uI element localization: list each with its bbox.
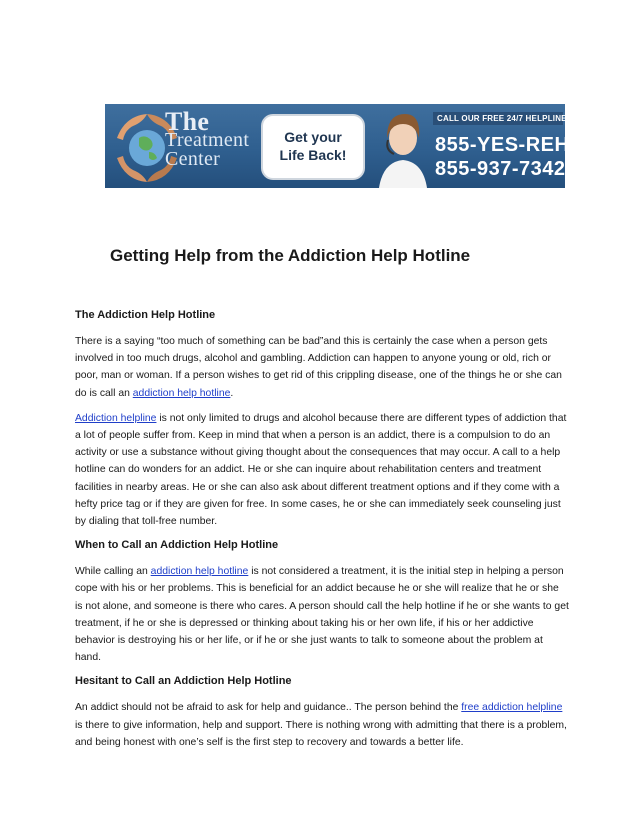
paragraph-text: An addict should not be afraid to ask for help and guidance.. The person behind the — [75, 702, 462, 714]
section-heading: When to Call an Addiction Help Hotline — [75, 539, 279, 552]
brand-logo-text — [165, 107, 265, 170]
bubble-line-2: Life Back! — [279, 147, 347, 163]
page-title: Getting Help from the Addiction Help Hotline — [110, 246, 471, 265]
operator-headset-icon — [373, 110, 431, 188]
paragraph-text: . — [230, 387, 234, 399]
section-heading: The Addiction Help Hotline — [75, 309, 216, 321]
paragraph-text: While calling an — [75, 566, 151, 578]
paragraph — [75, 563, 569, 666]
paragraph — [75, 410, 569, 530]
brand-line-3: Center — [165, 148, 221, 170]
paragraph-text: is not considered a treatment, it is the initial step in helping a person cope with his or her problems. This is beneficial for an addict because he or she will realize that he or she is not alone, and someone is there who cares. A person should call the help hotline if he or she wants to get treatment, if he or she is depressed or thinking about taking his or her own life, if his or her addictive behavior is destroying his or her life, or if he or she just wants to talk to someone about the problem at hand. — [75, 566, 569, 664]
paragraph-text: is there to give information, help and support. There is nothing wrong with admitting that there is a problem, and being honest with one’s self is the first step to recovery and towards a better life. — [75, 719, 567, 748]
paragraph-text: There is a saying “too much of something can be bad”and this is certainly the case when a person gets involved in too much drugs, alcohol and gambling. Addiction can happen to anyone young or old, rich or poor, man or woman. If a person wishes to get rid of this crippling disease, one of the things he or she can do is call an — [75, 336, 562, 399]
brand-line-1: The — [165, 107, 210, 136]
phone-number: 855-937-7342 — [435, 158, 566, 180]
bubble-line-1: Get your — [284, 129, 342, 145]
brand-line-2: Treatment — [165, 129, 250, 151]
speech-bubble — [261, 114, 365, 180]
header-banner — [105, 104, 600, 188]
section-heading: Hesitant to Call an Addiction Help Hotline — [75, 675, 292, 688]
article-body — [75, 308, 569, 759]
addiction-help-hotline-link[interactable]: addiction help hotline — [132, 387, 231, 399]
addiction-helpline-link[interactable]: Addiction helpline — [75, 412, 157, 424]
addiction-help-hotline-link[interactable]: addiction help hotline — [150, 566, 249, 578]
paragraph — [75, 699, 569, 751]
phone-vanity-number: 855-YES-REHAB — [435, 134, 600, 156]
paragraph-text: is not only limited to drugs and alcohol because there are different types of addiction that a lot of people suffer from. Keep in mind that when a person is an addict, there is a compulsion to do an activity or use a substance without giving thought about the consequences that may occur. A call to a help hotline can do wonders for an addict. He or she can inquire about rehabilitation centers and treatment facilities in nearby areas. He or she can also ask about different treatment options and if they come with a hefty price tag or if they are given for free. In some cases, he or she can immediately seek counseling just by dialing that toll-free number. — [75, 412, 567, 528]
paragraph — [75, 333, 569, 402]
helpline-cta: CALL OUR FREE 24/7 HELPLINE NOW — [433, 112, 563, 125]
free-addiction-helpline-link[interactable]: free addiction helpline — [461, 702, 563, 714]
